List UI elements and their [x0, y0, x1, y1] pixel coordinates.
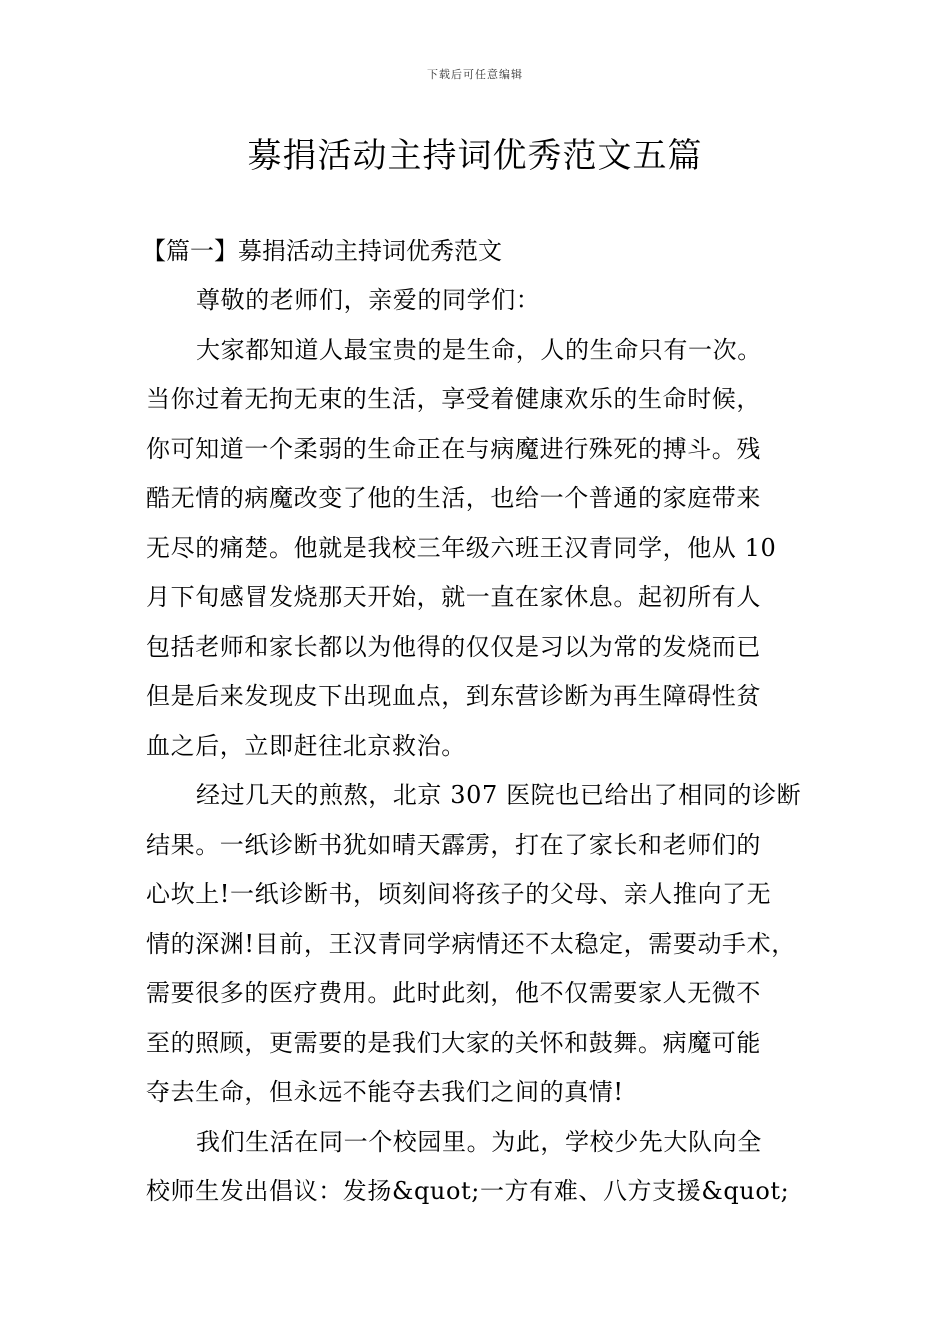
- paragraph-line: 大家都知道人最宝贵的是生命，人的生命只有一次。: [196, 335, 762, 364]
- section-heading: 【篇一】募捐活动主持词优秀范文: [142, 237, 502, 265]
- paragraph-2: [146, 771, 826, 1118]
- paragraph-line: 包括老师和家长都以为他得的仅仅是习以为常的发烧而已: [146, 632, 761, 661]
- paragraph-line: 结果。一纸诊断书犹如晴天霹雳，打在了家长和老师们的: [146, 830, 761, 859]
- paragraph-line: 但是后来发现皮下出现血点，到东营诊断为再生障碍性贫: [146, 682, 761, 710]
- paragraph-line: 经过几天的煎熬，北京 307 医院也已给出了相同的诊断: [196, 781, 802, 809]
- paragraph-line: 血之后，立即赶往北京救治。: [146, 731, 466, 760]
- paragraph-line: 夺去生命，但永远不能夺去我们之间的真情!: [146, 1078, 624, 1106]
- paragraph-line: 校师生发出倡议：发扬&quot;一方有难、八方支援&quot;: [146, 1177, 790, 1205]
- document-title: 募捐活动主持词优秀范文五篇: [247, 136, 703, 176]
- paragraph-line: 情的深渊!目前，王汉青同学病情还不太稳定，需要动手术，: [146, 929, 796, 958]
- paragraph-line: 当你过着无拘无束的生活，享受着健康欢乐的生命时候，: [146, 385, 761, 413]
- paragraph-line: 月下旬感冒发烧那天开始，就一直在家休息。起初所有人: [146, 583, 761, 611]
- paragraph-line: 你可知道一个柔弱的生命正在与病魔进行殊死的搏斗。残: [146, 434, 761, 463]
- paragraph-greeting: [146, 276, 826, 326]
- paragraph-line: 至的照顾，更需要的是我们大家的关怀和鼓舞。病魔可能: [146, 1028, 761, 1057]
- paragraph-line: 无尽的痛楚。他就是我校三年级六班王汉青同学，他从 10: [146, 533, 777, 562]
- paragraph-line: 我们生活在同一个校园里。为此，学校少先大队向全: [196, 1127, 762, 1156]
- paragraph-1: [146, 326, 826, 772]
- document-body: [142, 226, 826, 1217]
- paragraph-line: 尊敬的老师们，亲爱的同学们：: [196, 286, 541, 314]
- paragraph-line: 需要很多的医疗费用。此时此刻，他不仅需要家人无微不: [146, 979, 761, 1007]
- header-note: 下载后可任意编辑: [427, 68, 523, 81]
- paragraph-3: [146, 1118, 826, 1217]
- paragraph-line: 酷无情的病魔改变了他的生活，也给一个普通的家庭带来: [146, 484, 761, 512]
- paragraph-line: 心坎上!一纸诊断书，顷刻间将孩子的父母、亲人推向了无: [146, 880, 772, 908]
